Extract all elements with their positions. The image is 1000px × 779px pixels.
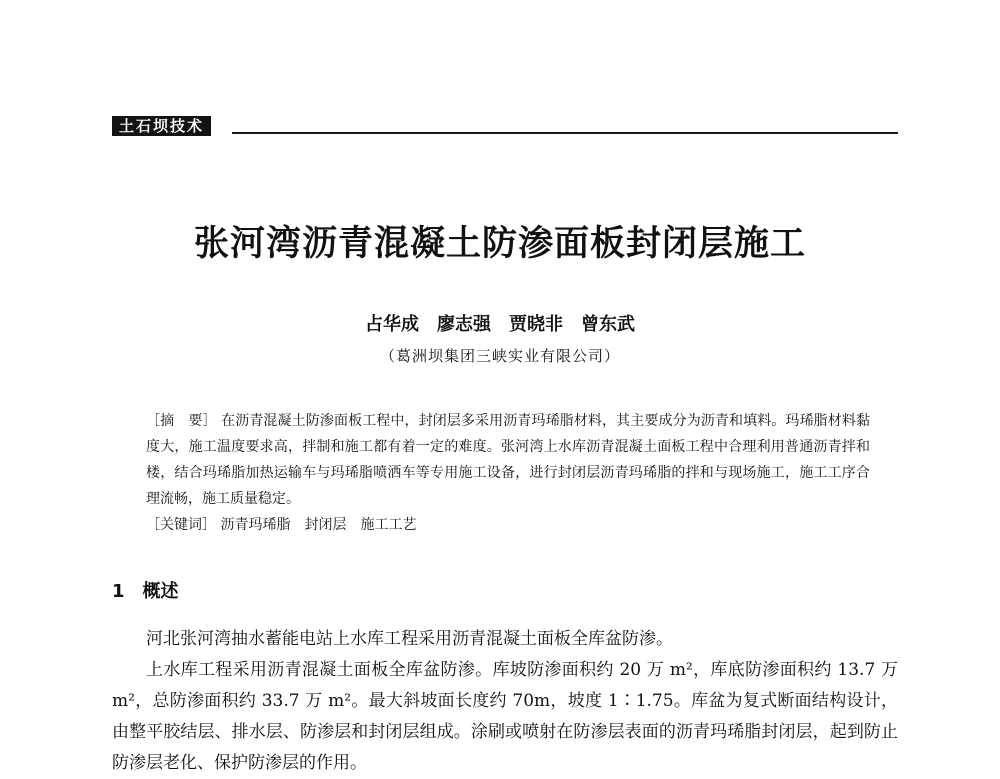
header-rule [232, 132, 898, 134]
abstract-paragraph [146, 408, 870, 512]
author-affiliation: （葛洲坝集团三峡实业有限公司） [379, 347, 620, 365]
article-title: 张河湾沥青混凝土防渗面板封闭层施工 [193, 224, 806, 264]
body-paragraph: 上水库工程采用沥青混凝土面板全库盆防渗。库坡防渗面积约 20 万 m²，库底防渗面积约 13.7 万 m²，总防渗面积约 33.7 万 m²。最大斜坡面长度约 70m，坡度 1∶1.75。库盆为复式断面结构设计，由整平胶结层、排水层、防渗层和封闭层组成。涂刷或喷射在防渗层表面的沥青玛琋脂封闭层，起到防止防渗层老化、保护防渗层的作用。 [112, 660, 898, 773]
author-list: 占华成 廖志强 贾晓非 曾东武 [365, 314, 635, 335]
keywords-list: 沥青玛琋脂 封闭层 施工工艺 [220, 517, 417, 533]
keywords-paragraph [146, 512, 870, 538]
body-paragraph: 河北张河湾抽水蓄能电站上水库工程采用沥青混凝土面板全库盆防渗。 [146, 629, 673, 649]
section-heading: 1 概述 [112, 581, 179, 602]
section-body [112, 624, 898, 779]
abstract-block [146, 408, 870, 538]
keywords-label: ［关键词］ [146, 517, 216, 533]
abstract-label: ［摘 要］ [146, 413, 217, 429]
abstract-text: 在沥青混凝土防渗面板工程中，封闭层多采用沥青玛琋脂材料，其主要成分为沥青和填料。玛琋脂材料黏度大，施工温度要求高，拌制和施工都有着一定的难度。张河湾上水库沥青混凝土面板工程中合理利用普通沥青拌和楼，结合玛琋脂加热运输车与玛琋脂喷洒车等专用施工设备，进行封闭层沥青玛琋脂的拌和与现场施工，施工工序合理流畅，施工质量稳定。 [146, 413, 871, 507]
journal-section-tag: 土石坝技术 [112, 116, 211, 136]
